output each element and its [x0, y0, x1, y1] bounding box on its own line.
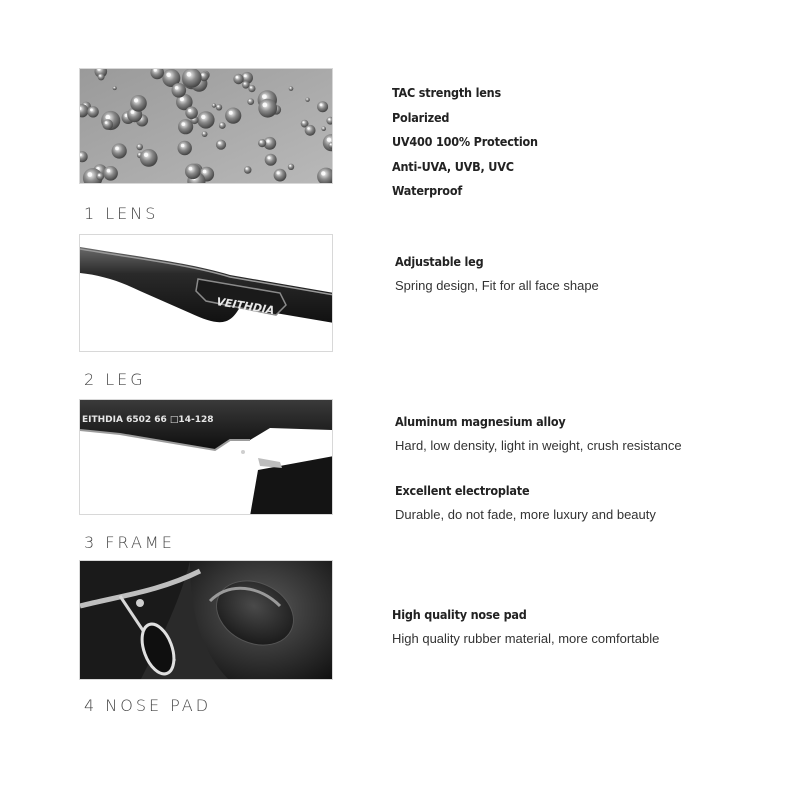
droplet-highlight	[262, 94, 267, 99]
droplet-highlight	[203, 132, 204, 133]
feature-desc-electroplate: Durable, do not fade, more luxury and beauty	[395, 507, 656, 522]
feature-heading-polarized: Polarized	[392, 110, 450, 125]
water-droplet	[113, 86, 117, 90]
feature-desc-aluminum-alloy: Hard, low density, light in weight, crush resistance	[395, 438, 682, 453]
water-droplet	[87, 106, 98, 117]
water-droplet	[258, 99, 277, 118]
droplet-highlight	[105, 115, 110, 120]
feature-heading-tac-lens: TAC strength lens	[392, 85, 501, 100]
droplet-highlight	[307, 98, 308, 99]
feature-heading-uv400: UV400 100% Protection	[392, 134, 538, 149]
droplet-highlight	[105, 121, 108, 124]
droplet-highlight	[262, 103, 267, 108]
droplet-highlight	[138, 153, 140, 155]
frame-image	[79, 399, 333, 515]
frame-engraving: EITHDIA 6502 66 □14-128	[82, 415, 214, 425]
water-droplet	[185, 164, 201, 180]
droplet-highlight	[250, 86, 252, 88]
water-droplet	[216, 104, 222, 110]
droplet-highlight	[277, 171, 280, 174]
droplet-highlight	[260, 141, 262, 143]
droplet-highlight	[218, 142, 221, 145]
droplet-highlight	[327, 138, 331, 142]
droplet-highlight	[244, 74, 247, 77]
water-droplet	[140, 149, 158, 167]
water-droplet	[317, 101, 328, 112]
droplet-highlight	[249, 100, 251, 102]
frame-illustration	[80, 400, 333, 515]
droplet-highlight	[328, 118, 330, 120]
droplet-highlight	[180, 97, 184, 101]
water-droplet	[96, 173, 104, 181]
feature-heading-nose-pad: High quality nose pad	[392, 607, 527, 622]
droplet-highlight	[201, 115, 205, 119]
droplet-highlight	[181, 144, 185, 148]
feature-heading-waterproof: Waterproof	[392, 183, 463, 198]
water-droplet	[248, 85, 255, 92]
droplet-highlight	[166, 73, 171, 78]
water-droplet	[112, 143, 127, 158]
feature-desc-adjustable-leg: Spring design, Fit for all face shape	[395, 278, 599, 293]
droplet-highlight	[213, 104, 214, 105]
droplet-highlight	[307, 127, 310, 130]
water-droplet	[219, 122, 226, 129]
feature-heading-anti-uv: Anti-UVA, UVB, UVC	[392, 159, 514, 174]
section-caption-lens: 1 LENS	[84, 204, 159, 223]
droplet-highlight	[99, 75, 101, 77]
droplet-highlight	[229, 111, 233, 115]
droplet-highlight	[131, 110, 135, 114]
droplet-highlight	[246, 168, 248, 170]
water-droplet	[321, 126, 326, 131]
water-droplet	[197, 111, 214, 128]
droplet-highlight	[244, 83, 246, 85]
water-droplet	[202, 131, 208, 137]
water-droplet	[258, 139, 266, 147]
droplet-highlight	[266, 139, 269, 142]
droplet-highlight	[98, 174, 100, 176]
droplet-highlight	[236, 76, 239, 79]
droplet-highlight	[217, 105, 219, 107]
droplet-highlight	[87, 172, 92, 177]
droplet-highlight	[188, 109, 191, 112]
droplet-highlight	[175, 86, 179, 90]
droplet-highlight	[320, 103, 323, 106]
water-droplet	[233, 74, 243, 84]
leg-image	[79, 234, 333, 352]
droplet-highlight	[189, 167, 193, 171]
droplet-highlight	[138, 145, 140, 147]
water-droplet	[247, 98, 254, 105]
water-droplet	[136, 144, 143, 151]
water-droplet	[185, 107, 198, 120]
water-droplet	[289, 86, 294, 91]
feature-heading-aluminum-alloy: Aluminum magnesium alloy	[395, 414, 566, 429]
droplet-highlight	[115, 147, 119, 151]
water-droplet	[130, 95, 147, 112]
water-droplet	[225, 108, 241, 124]
section-caption-frame: 3 FRAME	[84, 533, 175, 552]
droplet-highlight	[144, 153, 148, 157]
water-droplet	[216, 140, 226, 150]
droplet-highlight	[220, 123, 222, 125]
water-droplet	[172, 83, 187, 98]
droplet-highlight	[203, 170, 207, 174]
droplet-highlight	[134, 98, 138, 102]
water-droplet	[274, 169, 287, 182]
droplet-highlight	[187, 72, 192, 77]
nose-pad-image	[79, 560, 333, 680]
droplet-highlight	[330, 144, 332, 146]
water-droplet	[103, 166, 118, 181]
droplet-highlight	[90, 108, 93, 111]
water-droplets-illustration	[80, 69, 333, 184]
water-droplet	[242, 81, 250, 89]
water-droplet	[305, 125, 316, 136]
droplet-highlight	[107, 169, 111, 173]
lens-image	[79, 68, 333, 184]
droplet-highlight	[290, 87, 291, 88]
droplet-highlight	[181, 122, 185, 126]
feature-desc-nose-pad: High quality rubber material, more comfortable	[392, 631, 660, 646]
droplet-highlight	[322, 127, 323, 128]
water-droplet	[178, 119, 193, 134]
droplet-highlight	[302, 121, 304, 123]
droplet-highlight	[114, 87, 115, 88]
nose-pad-illustration	[80, 561, 333, 680]
feature-heading-electroplate: Excellent electroplate	[395, 483, 530, 498]
droplet-highlight	[321, 171, 325, 175]
water-droplet	[98, 73, 105, 80]
feature-heading-adjustable-leg: Adjustable leg	[395, 254, 484, 269]
water-droplet	[305, 98, 309, 102]
droplet-highlight	[289, 165, 291, 167]
water-droplet	[102, 119, 113, 130]
temple-arm-illustration	[80, 235, 333, 352]
water-droplet	[244, 166, 252, 174]
water-droplet	[212, 103, 216, 107]
water-droplet	[178, 141, 192, 155]
droplet-highlight	[201, 74, 203, 76]
section-caption-nose-pad: 4 NOSE PAD	[84, 696, 212, 715]
section-caption-leg: 2 LEG	[84, 370, 146, 389]
brand-engraving: VEITHDIA	[215, 295, 276, 318]
water-droplet	[265, 154, 277, 166]
water-droplet	[288, 164, 294, 170]
droplet-highlight	[267, 156, 270, 159]
